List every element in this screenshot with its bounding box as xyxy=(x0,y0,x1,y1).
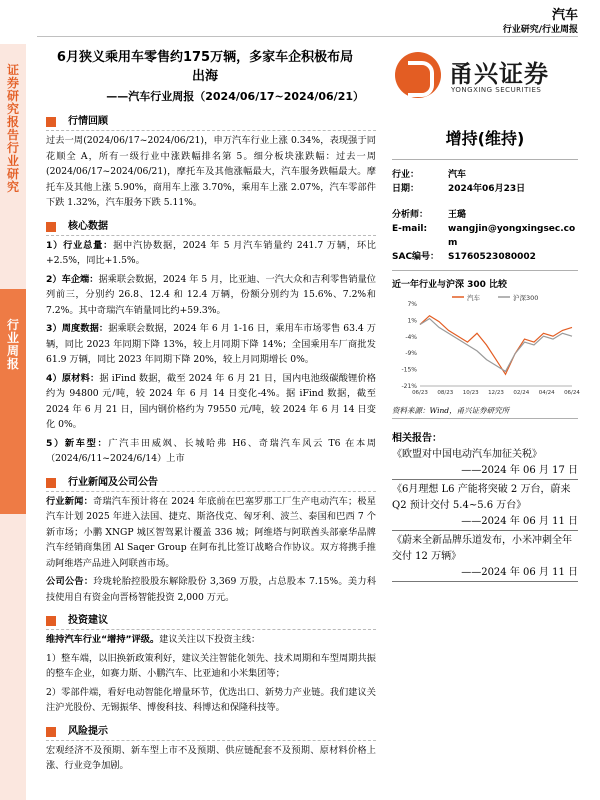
analyst-name: 分析师： 王璐 xyxy=(392,210,467,220)
header-category: 汽车 xyxy=(551,8,578,23)
section-marker-icon xyxy=(46,222,56,232)
sidebar xyxy=(0,44,26,800)
meta-industry: 行业： 汽车 xyxy=(392,170,467,180)
y-tick-label: 1% xyxy=(407,317,417,325)
sidebar-band xyxy=(0,289,26,514)
analyst-block xyxy=(392,208,578,264)
related-date: ——2024 年 06 月 11 日 xyxy=(461,516,578,527)
title-subtitle: ——汽车行业周报（2024/06/17~2024/06/21） xyxy=(106,90,364,103)
x-tick-label: 06/24 xyxy=(564,390,580,396)
analyst-email: E-mail: wangjin@yongxingsec.com xyxy=(392,224,576,248)
rating: 增持(维持) xyxy=(445,129,525,148)
x-tick-label: 10/23 xyxy=(462,390,479,396)
analyst-sac: SAC编号： S1760523080002 xyxy=(392,252,536,262)
related-title[interactable]: 《蔚来全新品牌乐道发布，小米冲刺全年交付 12 万辆》 xyxy=(392,535,572,562)
list-item: 3）周度数据：据乘联会数据，2024 年 6 月 1-16 日，乘用车市场零售 63.4 万辆，同比 2023 年同期下降 13%，较上月同期下降 14%；全国乘用车厂商批发 61.9 万辆，同比 2023 年同期下降 20%，较上月同期增长 0%。 xyxy=(46,323,376,365)
y-tick-label: -9% xyxy=(405,350,417,358)
news-item: 行业新闻：奇瑞汽车预计将在 2024 年底前在巴塞罗那工厂生产电动汽车；极星汽车计划 2025 年进入法国、捷克、斯洛伐克、匈牙利、波兰、泰国和巴西 7 个新市场；小鹏 XNGP 城区智驾累计覆盖 336 城；阿维塔与阿联酋头部豪华品牌汽车经销商集团 Al Saqer Group 在阿布扎比签订战略合作协议。双方将携手推动阿维塔产品进入阿联酋市场。 xyxy=(46,495,376,569)
section-risk-heading: 风险提示 xyxy=(46,724,376,740)
risk-text: 宏观经济不及预期、新车型上市不及预期、供应链配套不及预期、原材料价格上涨、行业竞争加剧。 xyxy=(46,744,376,771)
x-tick-label: 08/23 xyxy=(437,390,454,396)
y-tick-label: 7% xyxy=(407,301,417,308)
header-subtitle: 行业研究/行业周报 xyxy=(502,25,578,35)
list-item: 2）车企端：据乘联会数据，2024 年 5 月，比亚迪、一汽大众和吉利零售销量位列前三，分别约 26.8、12.4 和 12.4 万辆，份额分别约为 15.6%、7.2%和 7.2%。其中奇瑞汽车销量同比约+59.3%。 xyxy=(46,273,376,316)
related-item[interactable] xyxy=(392,533,578,582)
series-line-csi300 xyxy=(420,319,572,372)
comparison-chart xyxy=(392,290,578,400)
chart-title: 近一年行业与沪深 300 比较 xyxy=(392,280,508,290)
list-item: 5）新车型：广汽丰田威飒、长城哈弗 H6、奇瑞汽车风云 T6 在本周（2024/6/11~2024/6/14）上市 xyxy=(46,437,376,464)
section-news-heading: 行业新闻及公司公告 xyxy=(46,475,376,491)
sidebar-label-research: 证券研究报告 行业研究 xyxy=(6,63,19,194)
chart-source: 资料来源：Wind，甬兴证券研究所 xyxy=(392,406,510,415)
related-date: ——2024 年 06 月 11 日 xyxy=(461,567,578,578)
side-panel xyxy=(392,118,578,584)
meta-block xyxy=(392,168,578,196)
y-tick-label: -4% xyxy=(405,333,417,341)
investment-item: 1）整车端，以旧换新政策利好，建议关注智能化领先、技术周期和车型周期共振的整车企业，如赛力斯、小鹏汽车、比亚迪和小米集团等； xyxy=(46,652,376,679)
section-marker-icon xyxy=(46,727,56,737)
related-item[interactable] xyxy=(392,447,578,480)
logo-name: 甬兴证券 xyxy=(449,60,549,88)
company-logo xyxy=(395,52,575,100)
section-core-data-heading: 核心数据 xyxy=(46,219,376,235)
report-title xyxy=(40,48,370,104)
market-review-text: 过去一周(2024/06/17~2024/06/21)，申万汽车行业上涨 0.34%，表现强于同花顺全 A，所有一级行业中涨跌幅排名第 5。细分板块涨跌幅：过去一周(2024/06/17~2024/06/21)，摩托车及其他涨幅最大，汽车服务跌幅最大。摩托车及其他上涨 5.90%，商用车上涨 3.70%，乘用车上涨 2.07%，汽车零部件下跌 1.32%，汽车服务下跌 5.11%。 xyxy=(46,135,376,208)
related-title[interactable]: 《欧盟对中国电动汽车加征关税》 xyxy=(392,449,542,460)
related-title[interactable]: 《6月理想 L6 产能将突破 2 万台，蔚来 Q2 预计交付 5.4~5.6 万台》 xyxy=(392,484,571,511)
investment-intro: 维持汽车行业“增持”评级。建议关注以下投资主线： xyxy=(46,634,261,645)
header-divider xyxy=(37,36,578,37)
section-investment-heading: 投资建议 xyxy=(46,613,376,629)
logo-mark-icon xyxy=(395,52,441,98)
related-reports xyxy=(392,431,578,582)
section-market-review-heading: 行情回顾 xyxy=(46,114,376,130)
related-item[interactable] xyxy=(392,482,578,531)
x-tick-label: 04/24 xyxy=(538,390,555,396)
logo-english: YONGXING SECURITIES xyxy=(451,86,542,94)
section-marker-icon xyxy=(46,616,56,626)
x-tick-label: 12/23 xyxy=(488,390,504,396)
x-tick-label: 06/23 xyxy=(412,390,428,396)
title-line-1: 6月狭义乘用车零售约175万辆，多家车企积极布局 xyxy=(56,50,354,65)
sidebar-label-weekly: 行业周报 xyxy=(6,318,19,371)
section-marker-icon xyxy=(46,117,56,127)
core-data-list xyxy=(46,238,376,467)
y-tick-label: -15% xyxy=(401,366,417,374)
y-tick-label: -21% xyxy=(401,383,417,390)
related-date: ——2024 年 06 月 17 日 xyxy=(461,465,578,476)
list-item: 1）行业总量：据中汽协数据，2024 年 5 月汽车销量约 241.7 万辆，环比+2.5%，同比+1.5%。 xyxy=(46,239,376,266)
title-line-2: 出海 xyxy=(191,69,218,84)
announcement-item: 公司公告：玲珑轮胎控股股东解除股份 3,369 万股，占总股本 7.15%。美力科技使用自有资金向晋杨智能投资 2,000 万元。 xyxy=(46,576,377,603)
section-marker-icon xyxy=(46,478,56,488)
related-heading: 相关报告： xyxy=(392,433,442,444)
legend-label: 汽车 xyxy=(467,294,480,302)
list-item: 4）原材料：据 iFind 数据，截至 2024 年 6 月 21 日，国内电池级碳酸锂价格约为 94800 元/吨，较 2024 年 6 月 14 日变化-4%。据 iFind 数据，截至 2024 年 6 月 21 日，国内钢价格约为 79550 元/吨，较 2024 年 6 月 14 日变化 0%。 xyxy=(46,372,376,430)
legend-label: 沪深300 xyxy=(513,294,539,302)
main-content xyxy=(46,108,376,774)
x-tick-label: 02/24 xyxy=(513,390,530,396)
investment-item: 2）零部件端，看好电动智能化增量环节，优选出口、新势力产业链。我们建议关注沪光股份、无锡振华、博俊科技、科博达和保隆科技等。 xyxy=(46,686,376,713)
meta-date: 日期： 2024年06月23日 xyxy=(392,184,526,194)
